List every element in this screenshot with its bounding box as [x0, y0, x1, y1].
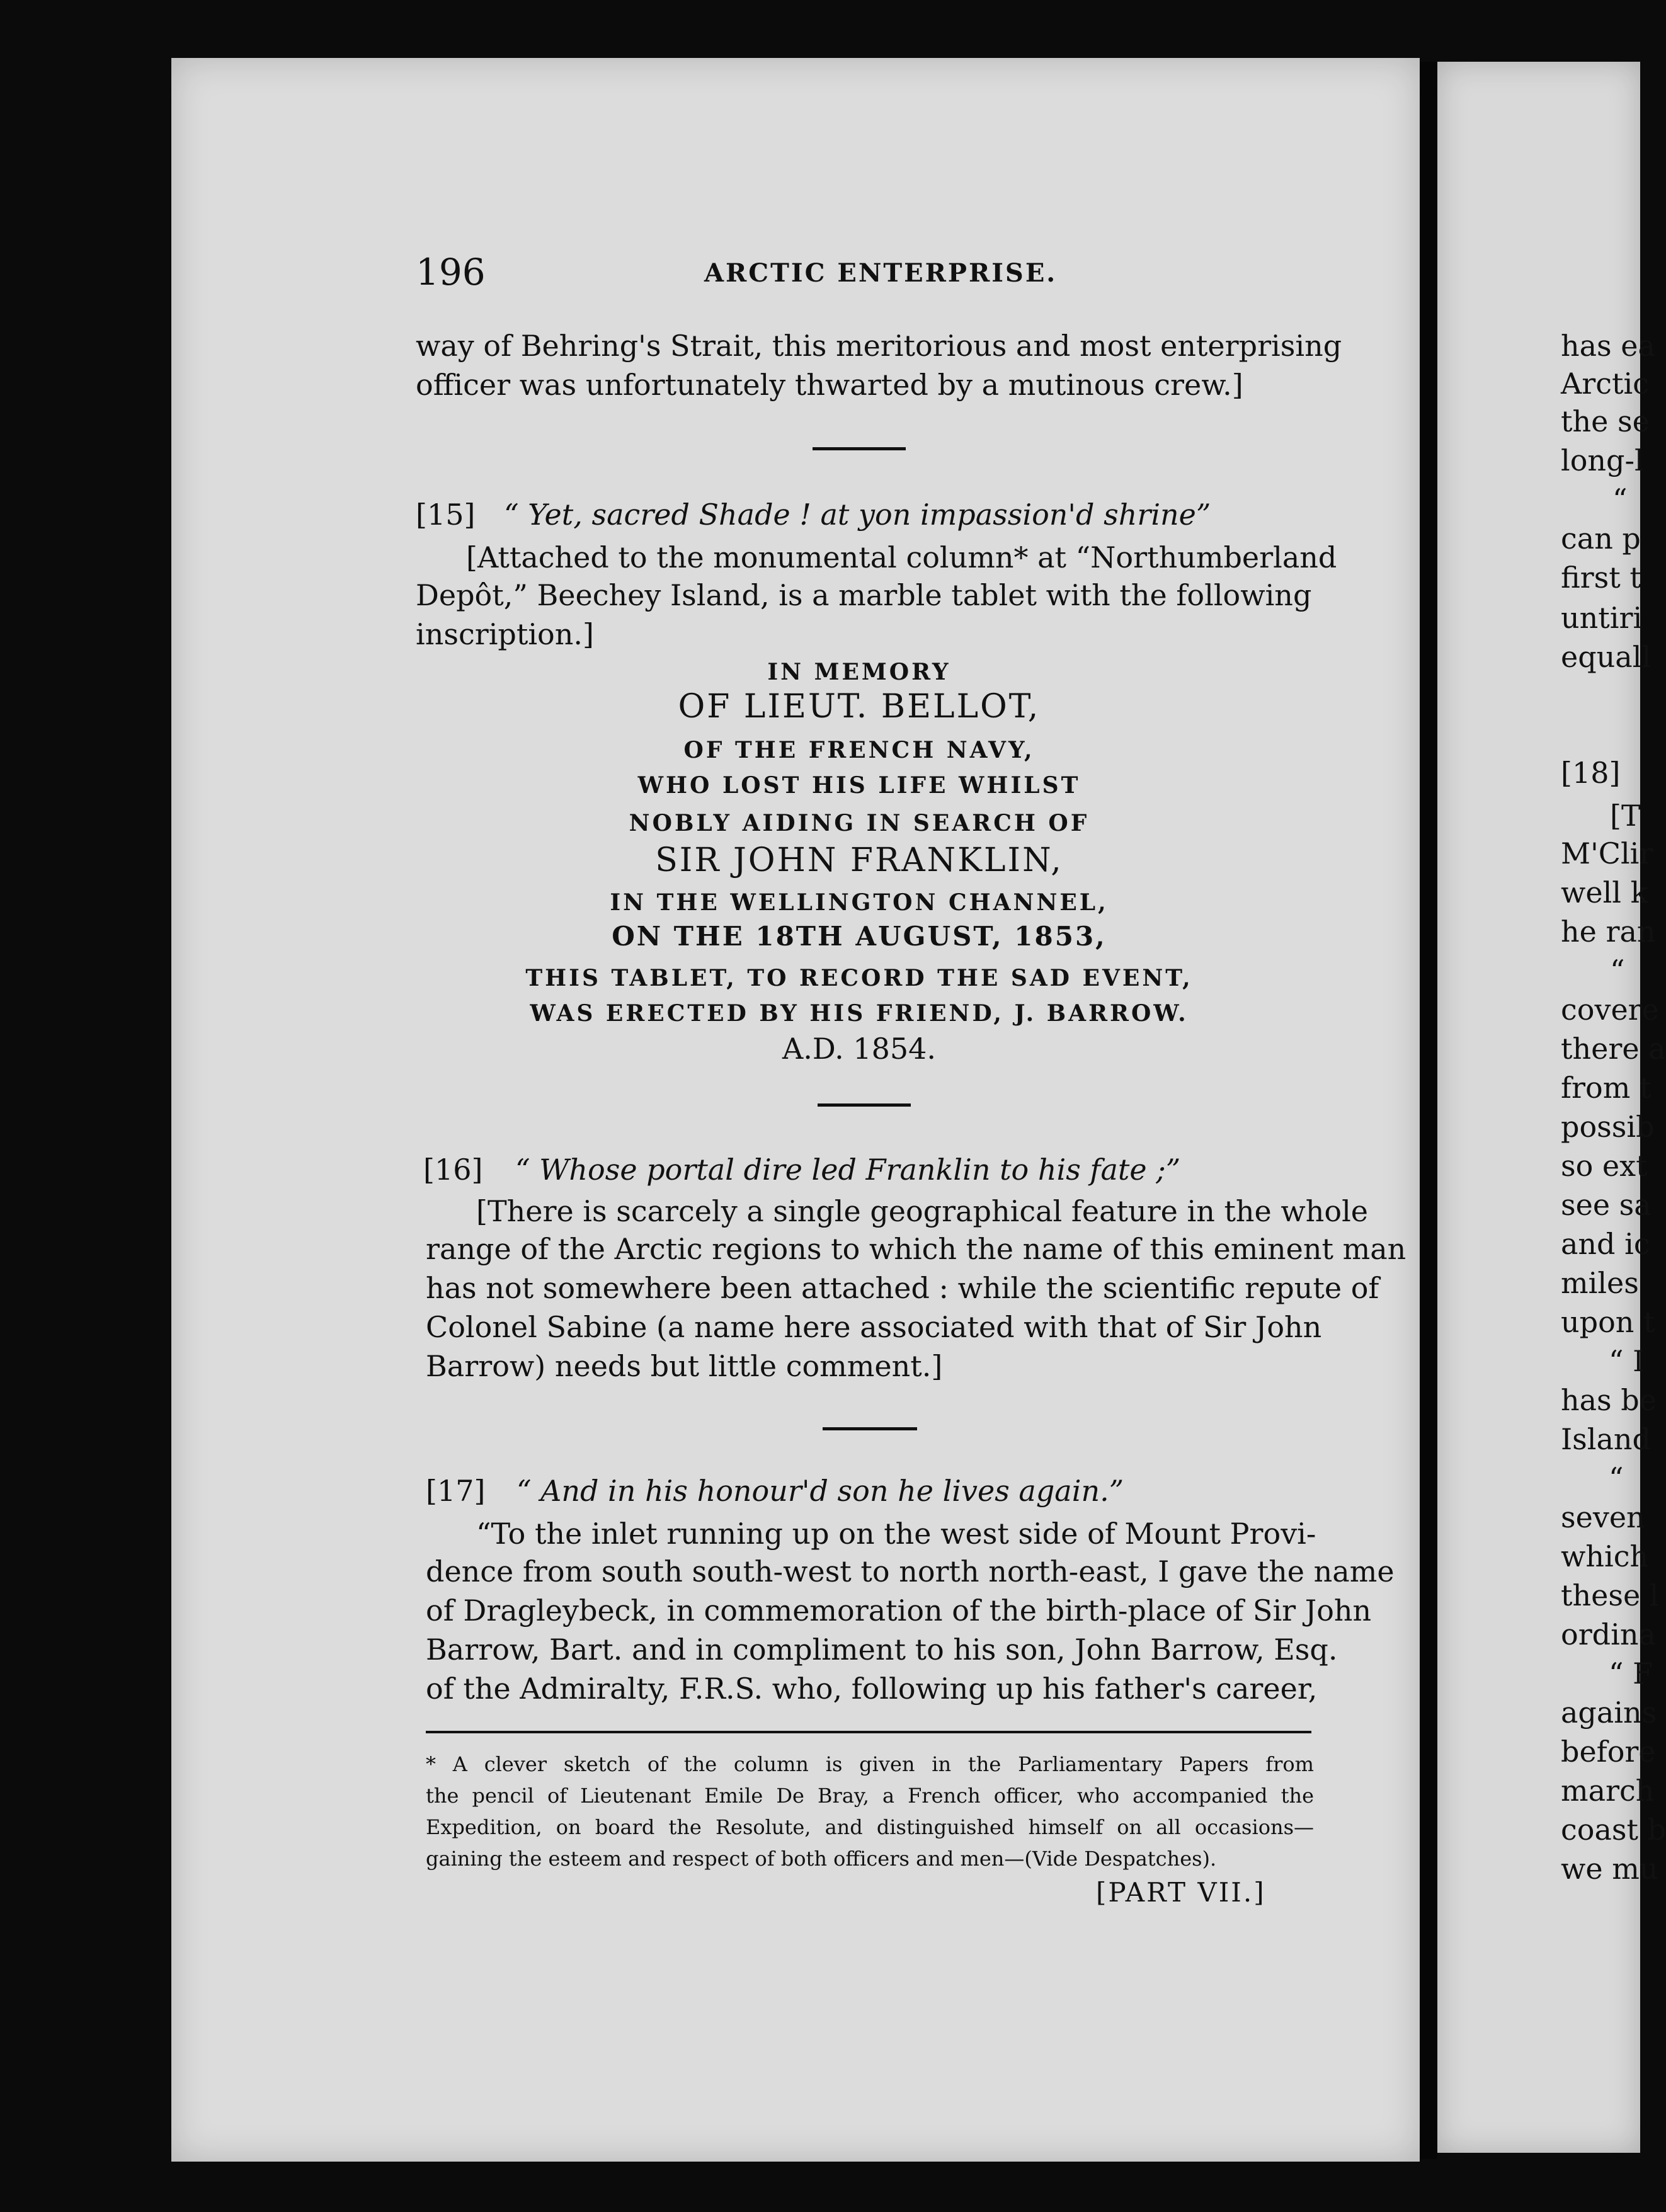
note-17-body-2: dence from south south-west to north north-east, I gave the name — [426, 1554, 1395, 1588]
right-fragment: these l — [1561, 1578, 1659, 1612]
footnote-line-3: Expedition, on board the Resolute, and distinguished himself on all occasions— — [426, 1815, 1314, 1839]
inscription-line-9: THIS TABLET, TO RECORD THE SAD EVENT, — [525, 965, 1193, 991]
right-fragment: coast b — [1561, 1813, 1666, 1847]
inscription-line-2: OF LIEUT. BELLOT, — [678, 688, 1041, 726]
right-fragment: Arctic — [1561, 367, 1649, 401]
right-fragment: M'Clir — [1561, 836, 1653, 870]
note-16-body-2: range of the Arctic regions to which the name of this eminent man — [426, 1232, 1406, 1266]
note-17-body-4: Barrow, Bart. and in compliment to his son, John Barrow, Esq. — [426, 1633, 1338, 1667]
note-15-body-2: Depôt,” Beechey Island, is a marble tablet with the following — [416, 578, 1312, 612]
right-fragment: possib — [1561, 1110, 1655, 1144]
footnote-rule — [426, 1731, 1311, 1733]
note-15-body-1: [Attached to the monumental column* at “Northumberland — [466, 540, 1337, 574]
note-16-body-4: Colonel Sabine (a name here associated with that of Sir John — [426, 1310, 1322, 1344]
footnote-line-1: * A clever sketch of the column is given in the Parliamentary Papers from — [426, 1752, 1314, 1776]
page-number: 196 — [416, 251, 486, 294]
inscription-line-3: OF THE FRENCH NAVY, — [683, 737, 1035, 763]
note-17-quote: “ And in his honour'd son he lives again.” — [516, 1474, 1124, 1508]
section-divider — [813, 447, 906, 450]
right-fragment: the se — [1561, 404, 1650, 438]
note-17-body-3: of Dragleybeck, in commemoration of the birth-place of Sir John — [426, 1593, 1372, 1628]
note-15-number: [15] — [416, 498, 476, 532]
right-fragment: march — [1561, 1774, 1655, 1808]
right-fragment: equall — [1561, 640, 1652, 674]
right-fragment: long-l — [1561, 443, 1644, 477]
note-17-body-1: “To the inlet running up on the west side of Mount Provi- — [476, 1517, 1316, 1551]
inscription-line-4: WHO LOST HIS LIFE WHILST — [637, 772, 1081, 799]
inscription-line-7: IN THE WELLINGTON CHANNEL, — [610, 889, 1109, 916]
note-17-number: [17] — [426, 1474, 486, 1508]
signature-mark: [PART VII.] — [1096, 1877, 1266, 1908]
section-divider — [823, 1427, 917, 1430]
right-fragment: covere — [1561, 993, 1659, 1027]
right-fragment: first t — [1561, 561, 1641, 595]
right-fragment: agains — [1561, 1696, 1657, 1730]
note-16-body-5: Barrow) needs but little comment.] — [426, 1349, 943, 1383]
right-fragment: well k — [1561, 875, 1648, 909]
right-fragment: “ I — [1609, 1344, 1645, 1378]
running-title: ARCTIC ENTERPRISE. — [704, 258, 1058, 288]
intro-line-2: officer was unfortunately thwarted by a mutinous crew.] — [416, 368, 1243, 402]
note-16-body-1: [There is scarcely a single geographical feature in the whole — [476, 1194, 1369, 1228]
right-fragment: he ran — [1561, 915, 1656, 949]
inscription-line-10: WAS ERECTED BY HIS FRIEND, J. BARROW. — [530, 1000, 1189, 1027]
right-fragment: we mu — [1561, 1852, 1658, 1886]
right-fragment: which — [1561, 1539, 1649, 1573]
footnote-line-2: the pencil of Lieutenant Emile De Bray, a French officer, who accompanied the — [426, 1784, 1314, 1808]
right-fragment: ordina — [1561, 1617, 1656, 1651]
right-fragment: miles — [1561, 1266, 1639, 1300]
page-gutter — [1420, 62, 1437, 2159]
inscription-line-6: SIR JOHN FRANKLIN, — [655, 841, 1063, 879]
right-fragment: [T — [1610, 799, 1641, 833]
inscription-line-11: A.D. 1854. — [782, 1032, 936, 1066]
right-fragment: can p — [1561, 522, 1641, 556]
intro-line-1: way of Behring's Strait, this meritorious and most enterprising — [416, 329, 1342, 363]
note-16-number: [16] — [423, 1153, 483, 1187]
section-divider — [818, 1103, 911, 1107]
note-15-body-3: inscription.] — [416, 617, 594, 651]
right-fragment: untiri — [1561, 601, 1643, 635]
right-fragment: from t — [1561, 1071, 1652, 1105]
right-fragment: “ — [1610, 954, 1625, 988]
right-fragment: so ext — [1561, 1149, 1648, 1183]
note-16-body-3: has not somewhere been attached : while the scientific repute of — [426, 1271, 1379, 1305]
right-fragment: has ea — [1561, 329, 1655, 363]
inscription-line-5: NOBLY AIDING IN SEARCH OF — [629, 810, 1090, 836]
footnote-line-4: gaining the esteem and respect of both officers and men—(Vide Despatches). — [426, 1847, 1217, 1871]
right-fragment: seven — [1561, 1500, 1645, 1534]
right-fragment: and ic — [1561, 1227, 1650, 1261]
right-fragment: “ F — [1609, 1656, 1653, 1690]
right-fragment: Island — [1561, 1422, 1651, 1456]
inscription-line-8: ON THE 18TH AUGUST, 1853, — [612, 921, 1107, 952]
inscription-line-1: IN MEMORY — [767, 659, 951, 685]
right-fragment: [18] — [1561, 756, 1621, 790]
note-15-quote: “ Yet, sacred Shade ! at yon impassion'd shrine” — [504, 498, 1211, 532]
note-17-body-5: of the Admiralty, F.R.S. who, following up his father's career, — [426, 1672, 1318, 1706]
note-16-quote: “ Whose portal dire led Franklin to his fate ;” — [515, 1153, 1181, 1187]
right-fragment: there a — [1561, 1032, 1666, 1066]
right-fragment: upon t — [1561, 1305, 1655, 1339]
right-fragment: “ — [1609, 1461, 1624, 1495]
right-fragment: see sa — [1561, 1188, 1652, 1222]
right-fragment: has be — [1561, 1383, 1657, 1417]
right-fragment: before — [1561, 1735, 1656, 1769]
right-fragment: “ — [1612, 482, 1628, 516]
